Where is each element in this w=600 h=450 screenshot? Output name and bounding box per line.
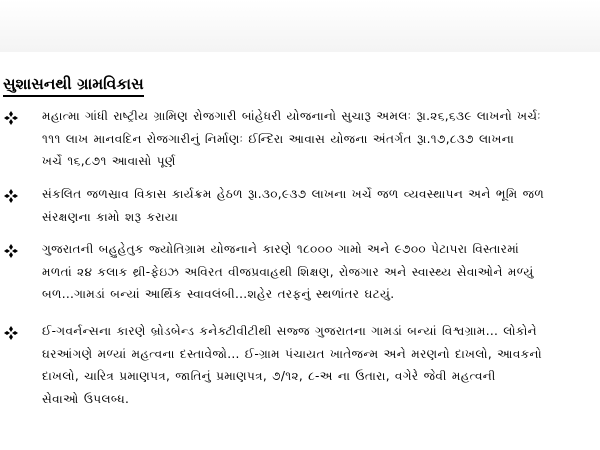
text-line: બળ...ગામડાં બન્યાં આર્થિક સ્વાવલંબી...શહેર તરફનું સ્થળાંતર ઘટયું. xyxy=(42,287,395,301)
bullet-item-text xyxy=(42,238,594,306)
text-line: મળતાં ૨૪ કલાક થ્રી-ફેઇઝ અવિરત વીજપ્રવાહથી શિક્ષણ, રોજગાર અને સ્વાસ્થ્ય સેવાઓને મળ્યું xyxy=(42,264,534,279)
text-line: ખર્ચે ૧૬,૮૭૧ આવાસો પૂર્ણ xyxy=(42,154,176,168)
text-line: સેવાઓ ઉપલબ્ધ. xyxy=(42,391,130,406)
bullet-item-text xyxy=(42,183,594,228)
text-line: સંરક્ષણના કામો શરૂ કરાયા xyxy=(42,209,179,224)
page-top-band xyxy=(0,0,600,52)
four-diamond-bullet-icon xyxy=(4,326,18,340)
text-line: ૧૧૧ લાખ માનવદિન રોજગારીનું નિર્માણઃ ઈન્દિરા આવાસ યોજના અંતર્ગત રૂા.૧૭,૮૩૭ લાખના xyxy=(42,131,515,146)
text-line: ઈ-ગવર્નન્સના કારણે બ્રોડબેન્ડ કનેક્ટીવીટીથી સજ્જ ગુજરાતના ગામડાં બન્યાં વિશ્વગ્રામ... લોકોને xyxy=(42,324,537,338)
four-diamond-bullet-icon xyxy=(4,244,18,258)
text-line: દાખલો, ચારિત્ર પ્રમાણપત્ર, જાતિનું પ્રમાણપત્ર, ૭/૧૨, ૮-અ ના ઉતારા, વગેરે જેવી મહત્વની xyxy=(42,369,496,383)
text-line: ઘરઆંગણે મળ્યાં મહત્વના દસ્તાવેજો... ઈ-ગ્રામ પંચાયત ખાતેજન્મ અને મરણનો દાખલો, આવકનો xyxy=(42,346,542,361)
four-diamond-bullet-icon xyxy=(4,189,18,203)
four-diamond-bullet-icon xyxy=(4,111,18,125)
bullet-item-text xyxy=(42,320,594,410)
text-line: મહાત્મા ગાંધી રાષ્ટ્રીય ગ્રામિણ રોજગારી બાંહેધરી યોજનાનો સુચારૂ અમલઃ રૂા.૨૬,૬૩૯ લાખનો ખર્ચઃ xyxy=(42,109,541,123)
text-line: સંકલિત જળસ્રાવ વિકાસ કાર્યક્રમ હેઠળ રૂા.૩૦,૯૩૭ લાખના ખર્ચે જળ વ્યવસ્થાપન અને ભૂમિ જળ xyxy=(42,187,545,201)
bullet-item-text xyxy=(42,105,594,173)
text-line: ગુજરાતની બહુહેતુક જ્યોતિગ્રામ યોજનાને કારણે ૧૮૦૦૦ ગામો અને ૯૭૦૦ પેટાપરા વિસ્તારમાં xyxy=(42,242,520,256)
page-heading: સુશાસનથી ગ્રામવિકાસ xyxy=(3,74,144,97)
